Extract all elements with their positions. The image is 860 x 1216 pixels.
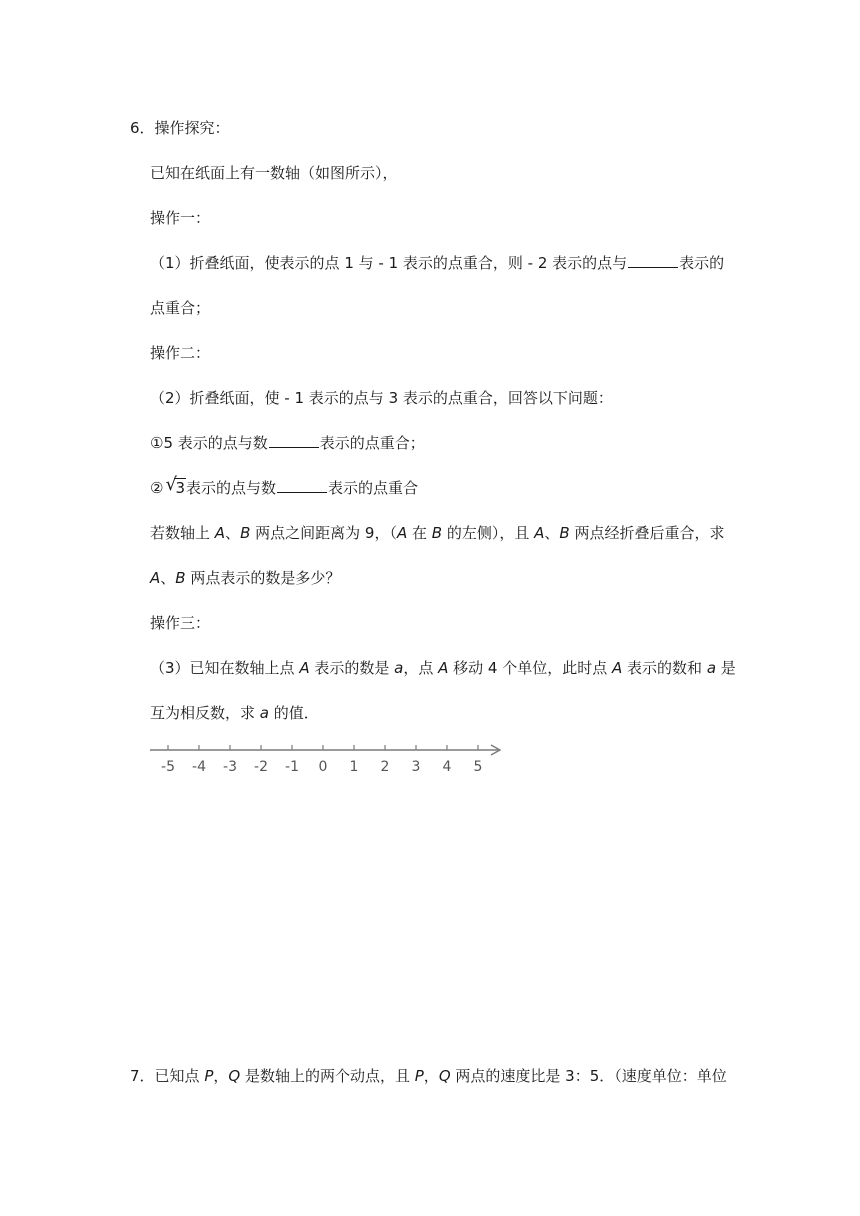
part-2-item-1 [150,433,425,453]
q7-text-4: ， [423,1067,439,1085]
ab-question-line-2 [150,568,340,588]
q7-text-2: ， [213,1067,229,1085]
number-line-tick-label: -2 [254,759,268,775]
answer-blank-3 [277,478,327,493]
number-line-tick-label: -4 [192,759,206,775]
radicand: 3 [175,479,185,497]
number-line-tick-label: 1 [349,759,359,775]
q7-number: 7． [130,1067,155,1085]
ab-text-1: 若数轴上 [150,524,215,542]
part-1-text-b: 表示的 [679,254,725,272]
operation-3-label: 操作三： [150,614,211,632]
q7-text-3: 是数轴上的两个动点，且 [240,1067,415,1085]
number-line-tick-label: 4 [442,759,452,775]
var-B: B [175,569,186,587]
var-B: B [559,524,570,542]
var-A: A [299,659,310,677]
number-line-tick-label: 2 [380,759,390,775]
p3-text-4: 移动 4 个单位，此时点 [448,659,612,677]
ab-text-7: 两点经折叠后重合，求 [569,524,725,542]
operation-1-label: 操作一： [150,209,211,227]
item-2-marker: ② [150,479,164,497]
item-2-text-b: 表示的点重合 [328,479,419,497]
part-3-line-2 [150,703,319,723]
q6-heading [130,118,230,138]
q7-line-1 [130,1066,727,1086]
number-line-figure [148,740,508,780]
var-B: B [431,524,443,542]
ab-text-6: 、 [544,524,560,542]
ab-text-3: 两点之间距离为 9，（ [250,524,397,542]
item-1-text-a: ①5 表示的点与数 [150,434,268,452]
part-1-text-a: （1）折叠纸面，使表示的点 1 与 - 1 表示的点重合，则 - 2 表示的点与 [150,254,628,272]
number-line-tick-label: 3 [411,759,421,775]
ab-text-5: 的左侧），且 [442,524,535,542]
var-a: a [706,659,717,677]
var-a: a [394,659,404,677]
var-A: A [438,659,449,677]
operation-2-label: 操作二： [150,344,211,362]
number-line-tick-label: 0 [318,759,328,775]
ab2-text-2: 两点表示的数是多少？ [185,569,341,587]
p3-text-2: 表示的数是 [309,659,395,677]
part-2-item-2 [150,474,419,498]
q7-text-5: 两点的速度比是 3：5．（速度单位：单位 [450,1067,727,1085]
var-A: A [534,524,545,542]
ab-text-2: 、 [225,524,241,542]
p3-text-5: 表示的数和 [622,659,707,677]
var-A: A [396,524,408,542]
item-1-text-b: 表示的点重合； [319,434,425,452]
q6-intro: 已知在纸面上有一数轴（如图所示）， [150,164,398,182]
answer-blank-2 [269,433,319,448]
p3-text-3: ，点 [403,659,439,677]
number-line-tick-label: 5 [473,759,483,775]
var-A: A [214,524,226,542]
ab2-text-1: 、 [160,569,176,587]
part-2-line: （2）折叠纸面，使 - 1 表示的点与 3 表示的点重合，回答以下问题： [150,389,613,407]
var-a: a [259,704,269,722]
var-B: B [240,524,251,542]
p3b-text-1: 互为相反数，求 [150,704,260,722]
part-3-line-1 [150,658,736,678]
var-P: P [204,1067,214,1085]
ab-text-4: 在 [407,524,432,542]
radical-sign: √ [165,474,177,495]
number-line-tick-label: -1 [285,759,299,775]
var-A: A [612,659,623,677]
ab-question-line-1 [150,523,724,543]
number-line-tick-label: -3 [223,759,237,775]
p3-text-1: （3）已知在数轴上点 [150,659,300,677]
var-Q: Q [438,1067,451,1085]
q6-title: 操作探究： [154,119,230,137]
var-Q: Q [228,1067,241,1085]
number-line-tick-label: -5 [161,759,175,775]
p3-text-6: 是 [716,659,736,677]
item-2-text-a: 表示的点与数 [186,479,277,497]
part-1-line-2: 点重合； [150,299,211,317]
p3b-text-2: 的值． [268,704,319,722]
var-P: P [414,1067,424,1085]
answer-blank-1 [628,253,678,268]
sqrt-3-expression [165,474,186,498]
q7-text-1: 已知点 [154,1067,205,1085]
part-1-line-1 [150,253,724,273]
q6-number: 6． [130,119,155,137]
var-A: A [150,569,161,587]
